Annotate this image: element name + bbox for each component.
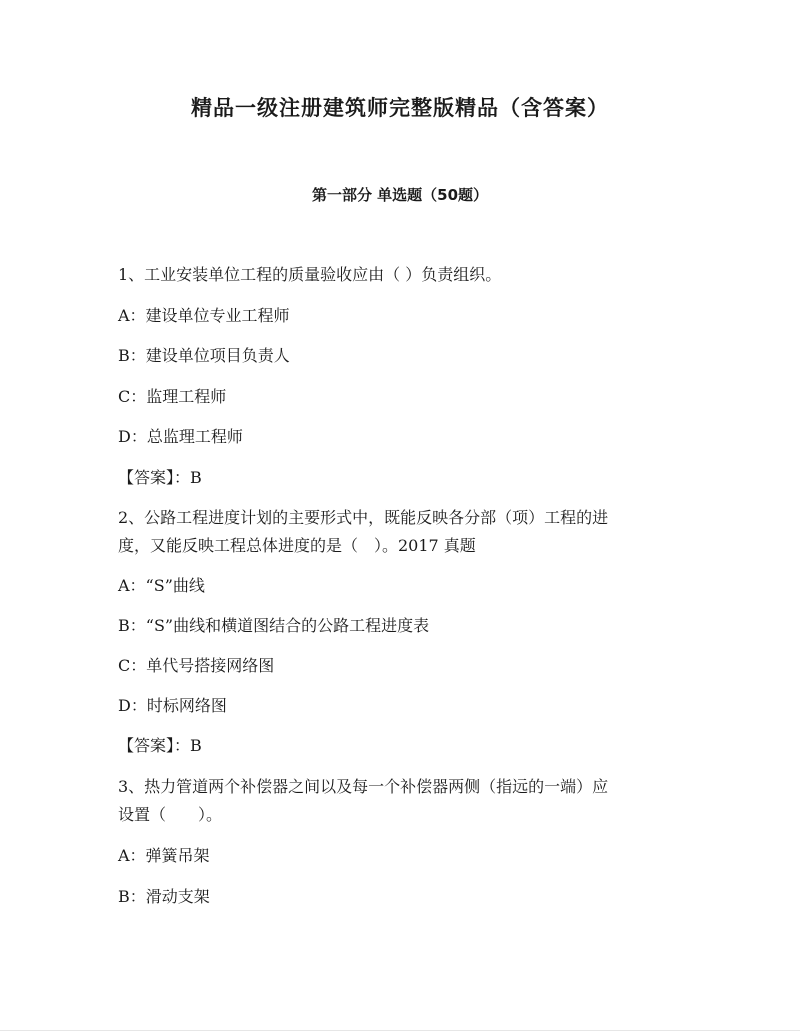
option-c: C：单代号搭接网络图 xyxy=(118,656,275,675)
section-heading: 第一部分 单选题（50题） xyxy=(311,186,489,204)
question-stem-line-1: 3、热力管道两个补偿器之间以及每一个补偿器两侧（指远的一端）应 xyxy=(118,777,609,796)
question-stem-line-1: 2、公路工程进度计划的主要形式中，既能反映各分部（项）工程的进 xyxy=(118,508,609,527)
option-b: B：滑动支架 xyxy=(118,887,210,906)
answer-line: 【答案】：B xyxy=(118,468,202,487)
option-a: A：建设单位专业工程师 xyxy=(118,306,290,325)
question-stem-line-2: 度，又能反映工程总体进度的是（ ）。2017 真题 xyxy=(118,536,476,555)
option-d: D：总监理工程师 xyxy=(118,427,243,446)
document-title: 精品一级注册建筑师完整版精品（含答案） xyxy=(191,95,609,120)
answer-line: 【答案】：B xyxy=(118,736,202,755)
option-a: A：“S”曲线 xyxy=(118,576,205,595)
option-c: C：监理工程师 xyxy=(118,387,227,406)
option-d: D：时标网络图 xyxy=(118,696,227,715)
option-b: B：建设单位项目负责人 xyxy=(118,346,290,365)
question-stem: 1、工业安装单位工程的质量验收应由（ ）负责组织。 xyxy=(118,265,502,284)
option-a: A：弹簧吊架 xyxy=(118,846,210,865)
option-b: B：“S”曲线和横道图结合的公路工程进度表 xyxy=(118,616,430,635)
question-stem-line-2: 设置（ ）。 xyxy=(118,805,223,824)
page-bottom-divider xyxy=(0,1030,800,1031)
